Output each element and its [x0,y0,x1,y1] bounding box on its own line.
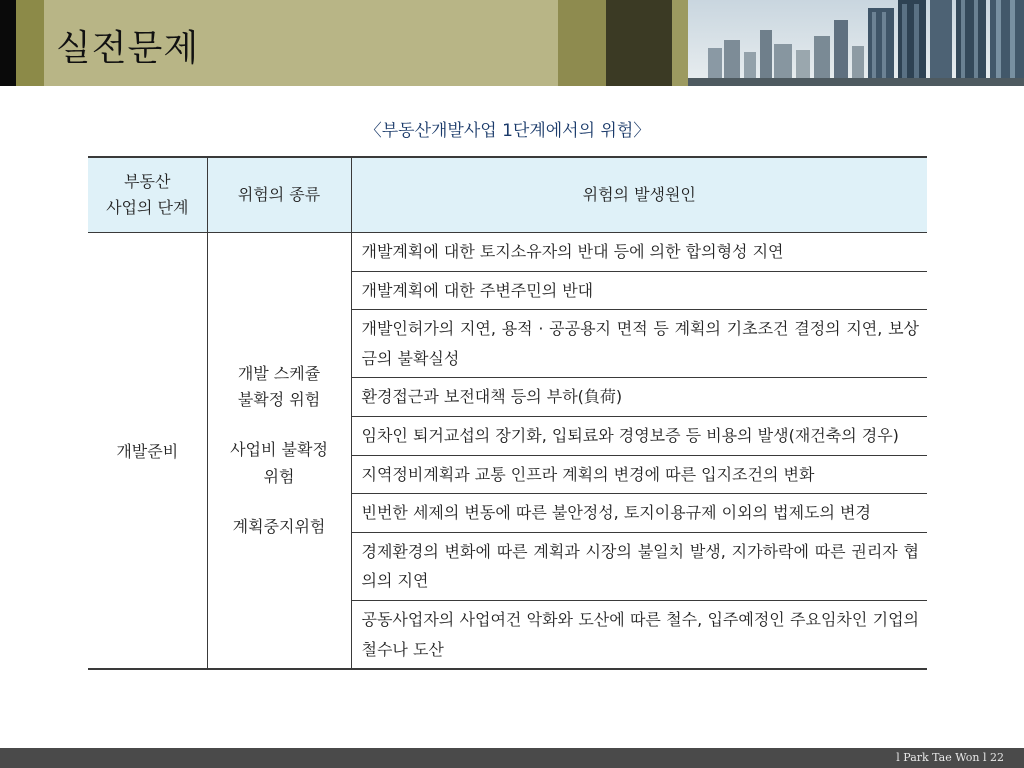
risk-type-line: 사업비 불확정 [230,440,328,460]
risk-type-line: 위험 [263,466,295,486]
cause-cell: 환경접근과 보전대책 등의 부하(負荷) [351,378,927,417]
city-skyline-image [688,0,1024,86]
cause-cell: 개발인허가의 지연, 용적 · 공공용지 면적 등 계획의 기초조건 결정의 지연, 보상금의 불확실성 [351,310,927,378]
cause-cell: 개발계획에 대한 주변주민의 반대 [351,271,927,310]
table-caption: 〈부동산개발사업 1단계에서의 위험〉 [364,121,651,141]
cause-cell: 지역정비계획과 교통 인프라 계획의 변경에 따른 입지조건의 변화 [351,455,927,494]
banner-stripe-black [0,0,16,86]
table-header-row [88,157,927,233]
cause-cell: 개발계획에 대한 토지소유자의 반대 등에 의한 합의형성 지연 [351,233,927,272]
footer-bar [0,748,1024,768]
cause-cell: 공동사업자의 사업여건 악화와 도산에 따른 철수, 입주예정인 주요임차인 기업의 철수나 도산 [351,600,927,669]
banner-stripe-olive [16,0,44,86]
header-stage-line: 사업의 단계 [106,198,189,217]
risk-type-line: 계획중지위험 [232,517,326,537]
table-row [88,233,927,272]
header-banner [0,0,1024,86]
risk-table [88,156,927,670]
cause-cell: 빈번한 세제의 변동에 따른 불안정성, 토지이용규제 이외의 법제도의 변경 [351,494,927,533]
cause-cell: 임차인 퇴거교섭의 장기화, 입퇴료와 경영보증 등 비용의 발생(재건축의 경우) [351,416,927,455]
header-risk-cause: 위험의 발생원인 [351,157,927,233]
header-stage-line: 부동산 [124,171,171,191]
risk-type-line: 불확정 위험 [237,389,321,409]
footer-credit: l Park Tae Won l 22 [896,751,1004,764]
banner-stripe-light [672,0,688,86]
page-title: 실전문제 [56,28,200,69]
risk-type-line: 개발 스케쥴 [237,363,321,383]
risk-type-cell [207,233,351,670]
banner-stripe-olive-2 [558,0,606,86]
banner-stripe-dark [606,0,672,86]
header-risk-type: 위험의 종류 [207,157,351,233]
cause-cell: 경제환경의 변화에 따른 계획과 시장의 불일치 발생, 지가하락에 따른 권리자 협의의 지연 [351,532,927,600]
stage-cell: 개발준비 [88,233,207,670]
header-stage [88,157,207,233]
